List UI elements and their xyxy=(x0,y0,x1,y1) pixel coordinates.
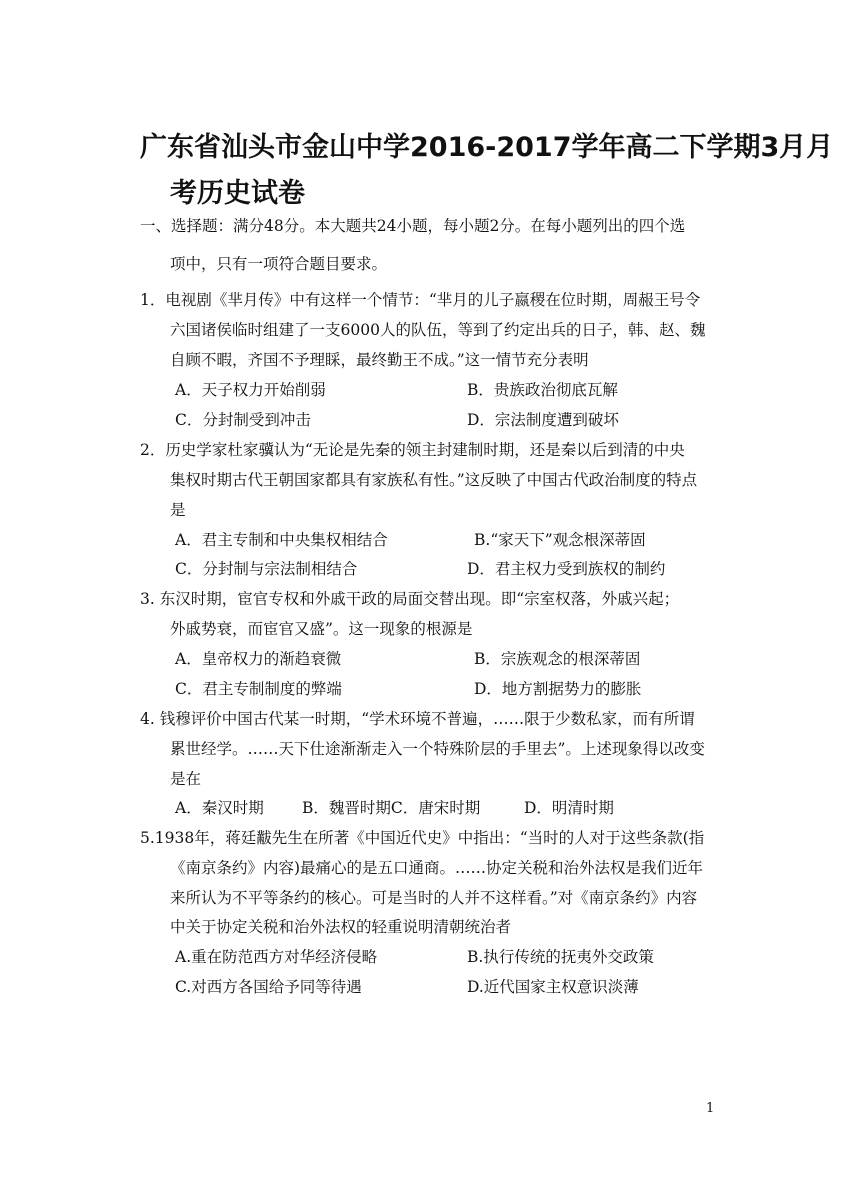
option-a: A．皇帝权力的渐趋衰微 xyxy=(175,650,342,668)
option-d: D．地方割据势力的膨胀 xyxy=(474,680,642,698)
option-d: D.近代国家主权意识淡薄 xyxy=(467,978,639,996)
question-text-line: 1．电视剧《芈月传》中有这样一个情节：“芈月的儿子嬴稷在位时期，周赧王号令 xyxy=(140,291,701,309)
question-text-line: 《南京条约》内容)最痛心的是五口通商。……协定关税和治外法权是我们近年 xyxy=(170,859,704,877)
option-a: A.重在防范西方对华经济侵略 xyxy=(175,948,378,966)
option-a: A．秦汉时期 xyxy=(175,799,264,817)
document-title-line-2: 考历史试卷 xyxy=(170,178,305,209)
option-c: C.对西方各国给予同等待遇 xyxy=(175,978,362,996)
option-a: A．君主专制和中央集权相结合 xyxy=(175,531,388,549)
option-a: A．天子权力开始削弱 xyxy=(175,381,326,399)
question-text-line: 集权时期古代王朝国家都具有家族私有性。”这反映了中国古代政治制度的特点 xyxy=(170,471,698,489)
question-text-line: 六国诸侯临时组建了一支6000人的队伍，等到了约定出兵的日子，韩、赵、魏 xyxy=(170,321,706,339)
document-title-line-1: 广东省汕头市金山中学2016-2017学年高二下学期3月月 xyxy=(140,132,834,163)
option-c: C．分封制与宗法制相结合 xyxy=(175,560,358,578)
question-text-line: 2．历史学家杜家骥认为“无论是先秦的领主封建制时期，还是秦以后到清的中央 xyxy=(140,441,685,459)
section-instructions-line-1: 一、选择题：满分48分。本大题共24小题，每小题2分。在每小题列出的四个选 xyxy=(140,217,686,235)
option-b: B.执行传统的抚夷外交政策 xyxy=(467,948,654,966)
question-text-line: 外戚势衰，而宦官又盛”。这一现象的根源是 xyxy=(170,620,473,638)
question-text-line: 3. 东汉时期，宦官专权和外戚干政的局面交替出现。即“宗室权落，外戚兴起； xyxy=(140,590,680,608)
question-text-line: 是在 xyxy=(170,770,202,788)
question-text-line: 4. 钱穆评价中国古代某一时期，“学术环境不普遍，……限于少数私家，而有所谓 xyxy=(140,710,695,728)
option-d: D．宗法制度遭到破坏 xyxy=(467,411,619,429)
option-b: B.“家天下”观念根深蒂固 xyxy=(474,531,646,549)
question-text-line: 来所认为不平等条约的核心。可是当时的人并不这样看。”对《南京条约》内容 xyxy=(170,889,698,907)
question-text-line: 中关于协定关税和治外法权的轻重说明清朝统治者 xyxy=(170,918,512,936)
option-d: D．君主权力受到族权的制约 xyxy=(467,560,666,578)
option-c: C．分封制受到冲击 xyxy=(175,411,311,429)
page-number: 1 xyxy=(706,1101,715,1116)
option-b-c: B．魏晋时期C．唐宋时期 xyxy=(302,799,481,817)
question-text-line: 是 xyxy=(170,501,186,519)
option-d: D．明清时期 xyxy=(524,799,614,817)
question-text-line: 自顾不暇，齐国不予理睬，最终勤王不成。”这一情节充分表明 xyxy=(170,351,589,369)
option-b: B．宗族观念的根深蒂固 xyxy=(474,650,641,668)
question-text-line: 5.1938年，蒋廷黻先生在所著《中国近代史》中指出：“当时的人对于这些条款(指 xyxy=(140,829,705,847)
section-instructions-line-2: 项中，只有一项符合题目要求。 xyxy=(170,255,388,273)
question-text-line: 累世经学。……天下仕途渐渐走入一个特殊阶层的手里去”。上述现象得以改变 xyxy=(170,740,705,758)
option-c: C．君主专制制度的弊端 xyxy=(175,680,342,698)
option-b: B．贵族政治彻底瓦解 xyxy=(467,381,618,399)
